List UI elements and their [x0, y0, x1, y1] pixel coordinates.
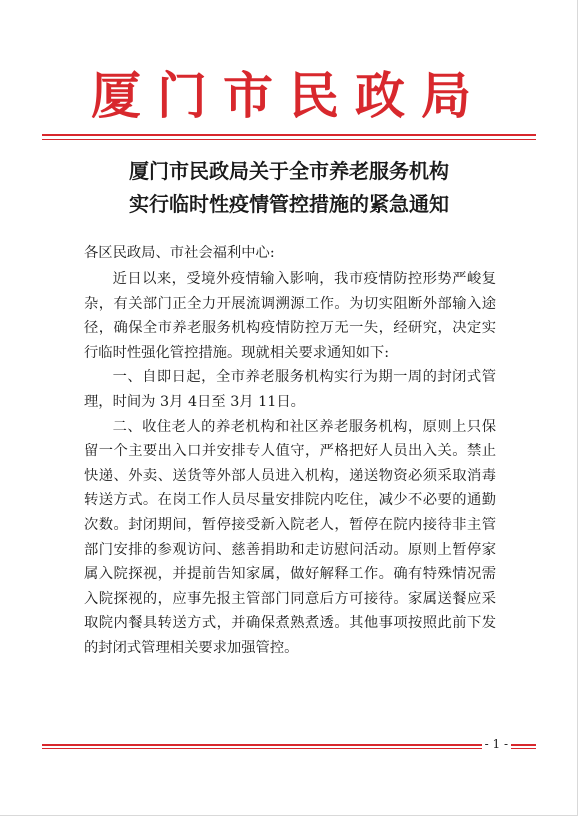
body-paragraph-item-2: 二、收住老人的养老机构和社区养老服务机构，原则上只保留一个主要出入口并安排专人值守，严格把好人员出入关。禁止快递、外卖、送货等外部人员进入机构，递送物资必须采取消毒转送方式。在岗工作人员尽量安排院内吃住，减少不必要的通勤次数。封闭期间，暂停接受新入院老人，暂停在院内接待非主管部门安排的参观访问、慈善捐助和走访慰问活动。原则上暂停家属入院探视，并提前告知家属，做好解释工作。确有特殊情况需入院探视的，应事先报主管部门同意后方可接待。家属送餐应采取院内餐具转送方式，并确保煮熟煮透。其他事项按照此前下发的封闭式管理相关要求加强管控。: [84, 418, 496, 656]
document-title-line-2: 实行临时性疫情管控措施的紧急通知: [129, 192, 449, 216]
body-paragraph-intro: 近日以来，受境外疫情输入影响，我市疫情防控形势严峻复杂，有关部门正全力开展流调溯源工作。为切实阻断外部输入途径，确保全市养老服务机构疫情防控万无一失，经研究，决定实行临时性强化管控措施。现就相关要求通知如下:: [84, 271, 496, 361]
footer-red-rule: [42, 744, 536, 746]
letterhead-red-rule-thin: [42, 139, 536, 140]
page-number: - 1 -: [482, 736, 511, 752]
document-body: [84, 267, 496, 661]
document-title: [60, 155, 518, 221]
footer-red-rule-thin: [42, 748, 536, 749]
addressee: 各区民政局、市社会福利中心:: [84, 245, 275, 261]
document-title-line-1: 厦门市民政局关于全市养老服务机构: [129, 159, 449, 183]
letterhead-org-name: 厦门市民政局: [91, 66, 487, 125]
letterhead-red-rule: [42, 134, 536, 136]
body-paragraph-item-1: 一、自即日起，全市养老服务机构实行为期一周的封闭式管理，时间为 3月 4日至 3月 11日。: [84, 369, 496, 410]
